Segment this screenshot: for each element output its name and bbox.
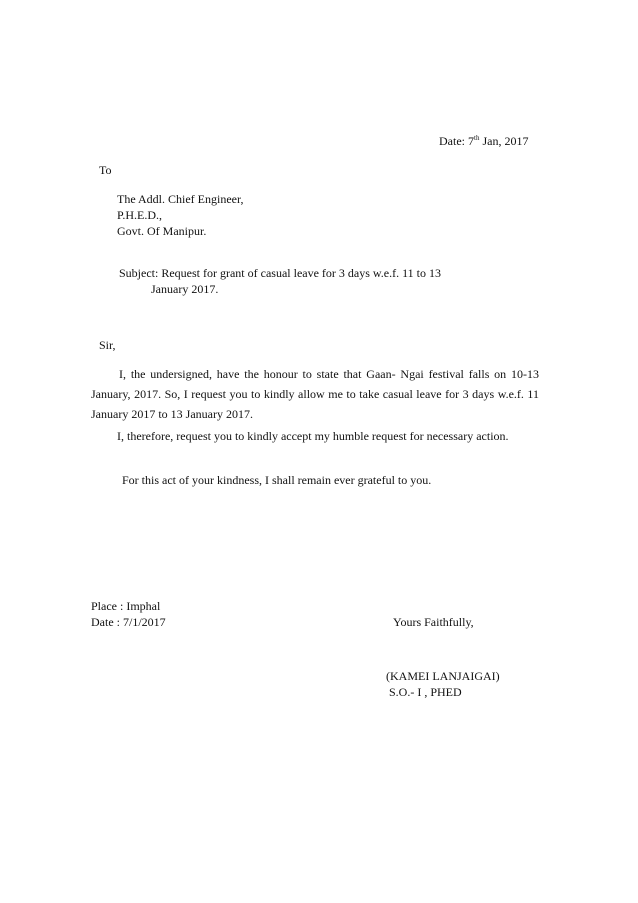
body-paragraph-3: For this act of your kindness, I shall remain ever grateful to you.	[122, 473, 432, 487]
sender-title: S.O.- I , PHED	[389, 685, 462, 699]
footer-date-line: Date : 7/1/2017	[91, 615, 166, 629]
salutation: Sir,	[99, 338, 116, 352]
body-paragraph-1: I, the undersigned, have the honour to state that Gaan- Ngai festival falls on 10-13 January, 2017. So, I request you to kindly allow me to take casual leave for 3 days w.e.f. 11 January 2017 to 13 January 2017.	[91, 367, 539, 421]
recipient-line-2: P.H.E.D.,	[117, 208, 163, 222]
letter-date-prefix: Date: 7	[439, 134, 474, 148]
recipient-line-3: Govt. Of Manipur.	[117, 224, 207, 238]
recipient-line-1: The Addl. Chief Engineer,	[117, 192, 244, 206]
subject-line-1: Subject: Request for grant of casual leave for 3 days w.e.f. 11 to 13	[119, 266, 442, 280]
sender-name: (KAMEI LANJAIGAI)	[386, 669, 500, 683]
closing-line: Yours Faithfully,	[393, 615, 474, 629]
letter-date	[439, 133, 528, 149]
body-paragraph-2: I, therefore, request you to kindly accept my humble request for necessary action.	[117, 429, 509, 443]
place-line: Place : Imphal	[91, 599, 161, 613]
to-label: To	[99, 163, 112, 177]
letter-date-suffix: Jan, 2017	[479, 134, 529, 148]
subject-line-2: January 2017.	[151, 282, 219, 296]
letter-date-ordinal: th	[474, 134, 480, 142]
